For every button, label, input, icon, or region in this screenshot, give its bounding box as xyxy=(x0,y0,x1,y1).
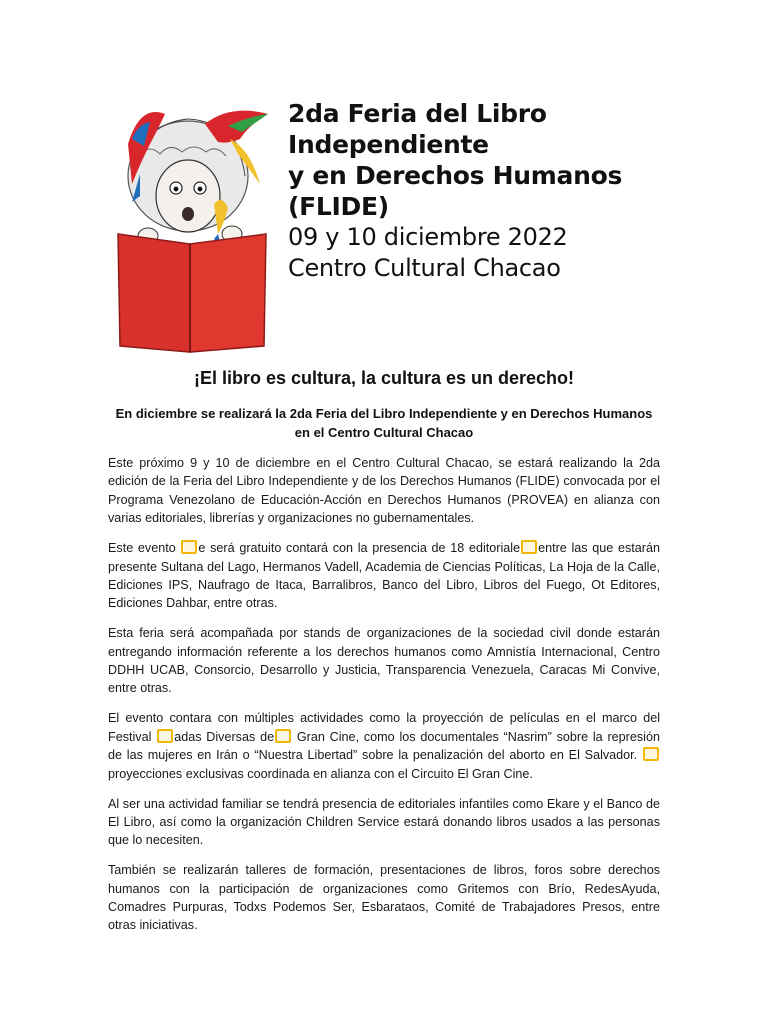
paragraph-workshops: También se realizarán talleres de formación, presentaciones de libros, foros sobre derechos humanos con la participación de organizaciones como Gritemos con Brío, RedesAyuda, Comadres Purpuras, Todxs Podemos Ser, Esbarataos, Comité de Trabajadores Presos, entre otras iniciativas. xyxy=(108,863,660,933)
book-reader-illustration xyxy=(110,84,280,354)
flyer-title xyxy=(288,98,622,284)
article-body xyxy=(108,454,660,946)
flyer-header xyxy=(110,84,670,354)
comment-marker-icon[interactable] xyxy=(643,747,659,761)
paragraph-family: Al ser una actividad familiar se tendrá presencia de editoriales infantiles como Ekare y el Banco de El Libro, así como la organización Children Service estará donando libros usados a las personas que lo necesiten. xyxy=(108,796,660,848)
paragraph-text: Gran Cine, como los documentales “Nasrim” sobre la represión de las mujeres en Irán o “Nuestra Libertad” sobre la penalización del aborto en El Salvador. xyxy=(108,729,660,763)
comment-marker-icon[interactable] xyxy=(521,540,537,554)
flyer-title-line: y en Derechos Humanos xyxy=(288,161,623,190)
paragraph-editorials xyxy=(108,539,660,613)
paragraph-text: adas Diversas de xyxy=(174,729,275,744)
comment-marker-icon[interactable] xyxy=(275,729,291,743)
subheading: En diciembre se realizará la 2da Feria del Libro Independiente y en Derechos Humanos en el Centro Cultural Chacao xyxy=(115,406,653,440)
flyer-date: 09 y 10 diciembre 2022 xyxy=(288,223,568,251)
comment-marker-icon[interactable] xyxy=(181,540,197,554)
flyer-venue: Centro Cultural Chacao xyxy=(288,254,561,282)
paragraph-stands: Esta feria será acompañada por stands de organizaciones de la sociedad civil donde estarán entregando información referente a los derechos humanos como Amnistía Internacional, Centro DDHH UCAB, Consorcio, Desarrollo y Justicia, Transparencia Venezuela, Caracas Mi Convive, entre otras. xyxy=(108,626,660,696)
paragraph-text: El evento contara con múltiples actividades como la proyección de películas en el marco del Festival xyxy=(108,711,660,744)
paragraph-text: entre las que estarán presente Sultana del Lago, Hermanos Vadell, Academia de Ciencias Políticas, La Hoja de la Calle, Ediciones IPS, Naufrago de Itaca, Barralibros, Banco del Libro, Libros del Fuego, Ot Editores, Ediciones Dahbar, entre otras. xyxy=(108,541,660,611)
paragraph-text: Este evento xyxy=(108,541,176,556)
paragraph-text: proyecciones exclusivas coordinada en alianza con el Circuito El Gran Cine. xyxy=(108,766,533,781)
paragraph-activities xyxy=(108,709,660,783)
paragraph-intro: Este próximo 9 y 10 de diciembre en el Centro Cultural Chacao, se estará realizando la 2da edición de la Feria del Libro Independiente y de los Derechos Humanos (FLIDE) convocada por el Programa Venezolano de Educación-Acción en Derechos Humanos (PROVEA) en alianza con varias editoriales, librerías y organizaciones no gubernamentales. xyxy=(108,456,660,526)
slogan-heading: ¡El libro es cultura, la cultura es un derecho! xyxy=(193,368,575,388)
flyer-title-line: Independiente xyxy=(288,130,489,159)
flyer-title-line: 2da Feria del Libro xyxy=(288,99,547,128)
comment-marker-icon[interactable] xyxy=(157,729,173,743)
flyer-title-line: (FLIDE) xyxy=(288,192,389,221)
paragraph-text: e será gratuito contará con la presencia de 18 editoriale xyxy=(198,541,521,556)
